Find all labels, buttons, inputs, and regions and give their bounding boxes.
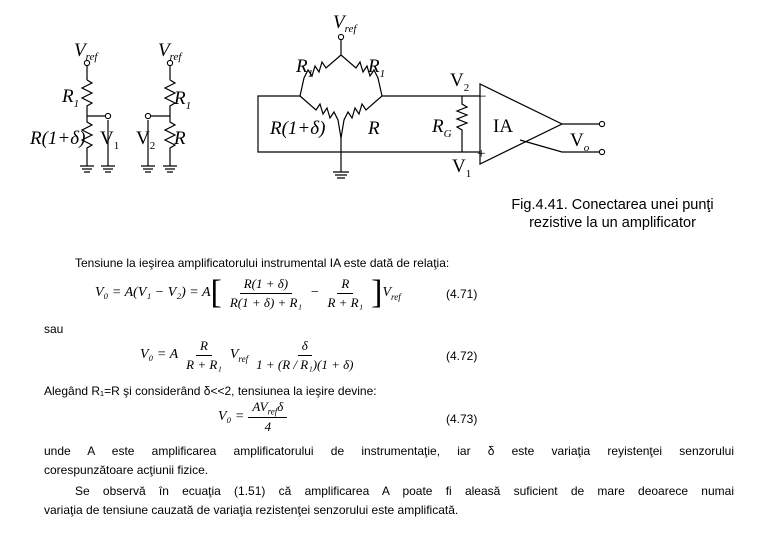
v1-label: $V_1$ — [452, 156, 472, 180]
eq472-frac1 — [182, 338, 226, 373]
plus-label: + — [477, 146, 486, 162]
equation-4-73 — [218, 398, 291, 436]
lc2-v2-terminal — [145, 113, 150, 118]
vo-label: $V_o$ — [570, 130, 590, 154]
lc2-v2-label: $V_2$ — [136, 128, 156, 152]
eq472-mid: $V_{ref}$ — [229, 346, 249, 364]
eq472-frac1-den: R + R₁ — [186, 356, 222, 372]
paragraph-observe-line1: Se observă în ecuaţia (1.51) că amplificarea A poate fi aleasă suficient de mare deoarece numai — [75, 484, 734, 498]
paragraph-where-line2: corespunzătoare acţiunii fizice. — [44, 463, 209, 477]
eq471-number: (4.71) — [446, 287, 478, 301]
eq472-frac1-num: R — [196, 338, 212, 356]
bridge-ground-wire — [333, 138, 349, 178]
lc2-vref-label: $V_{ref}$ — [158, 40, 182, 63]
circuit-figure — [0, 0, 780, 200]
paragraph-observe-line2: variaţia de tensiune cauzată de variaţia rezistenţei senzorului este amplificată. — [44, 503, 459, 517]
rg-resistor — [457, 96, 467, 152]
lc2-r1-label: $R_1$ — [174, 88, 192, 112]
vo-terminal-1 — [599, 121, 604, 126]
equation-4-72 — [140, 336, 362, 374]
eq471-lhs: V₀ = A(V₁ − V₂) = A — [95, 285, 211, 300]
v2-label: $V_2$ — [450, 70, 470, 94]
caption-line-2: rezistive la un amplificator — [529, 215, 696, 231]
lc2-ground — [163, 166, 177, 172]
paragraph-choosing: Alegând R₁=R şi considerând δ<<2, tensiunea la ieşire devine: — [44, 384, 377, 398]
eq472-frac2-den: 1 + (R / R₁)(1 + δ) — [256, 356, 354, 372]
caption-line-1: Fig.4.41. Conectarea unei punţi — [511, 197, 714, 213]
eq471-frac2 — [323, 276, 367, 311]
figure-caption — [470, 196, 755, 232]
eq472-frac2-num: δ — [298, 338, 312, 356]
word-sau: sau — [44, 322, 64, 336]
bridge-r1-right-label: $R_1$ — [368, 56, 386, 80]
paragraph-intro: Tensiune la ieşirea amplificatorului instrumental IA este dată de relaţia: — [75, 256, 450, 270]
eq471-minus: − — [310, 285, 320, 300]
minus-label: − — [478, 89, 487, 105]
lc2-r-label: R — [174, 128, 186, 149]
eq471-frac2-den: R + R₁ — [327, 294, 364, 310]
lc1-ground — [80, 166, 94, 172]
eq471-bracket-right: ] — [371, 274, 383, 311]
eq472-frac2 — [252, 338, 357, 373]
bridge-vref-terminal — [338, 34, 343, 39]
eq473-frac — [248, 399, 287, 436]
lc1-v1-label: $V_1$ — [100, 128, 120, 152]
eq472-number: (4.72) — [446, 349, 478, 363]
eq473-frac-num: $AV_{ref}\delta$ — [248, 399, 287, 419]
eq473-number: (4.73) — [446, 412, 478, 426]
lc1-sensor-label: R(1+δ) — [30, 128, 86, 149]
eq473-lhs: V₀ = — [218, 409, 245, 424]
paragraph-where-line1: unde A este amplificarea amplificatorului de instrumentaţie, iar δ este variaţia reyistenţei senzorului — [44, 444, 734, 458]
ia-label: IA — [493, 116, 514, 137]
eq471-tail: $V_{ref}$ — [382, 284, 401, 302]
eq471-frac1 — [226, 276, 306, 311]
bridge-r-label: R — [368, 118, 380, 139]
bridge-sensor-label: R(1+δ) — [270, 118, 326, 139]
eq473-frac-den: 4 — [264, 419, 272, 435]
eq471-frac2-num: R — [337, 276, 353, 294]
bridge-r1-left-label: $R_1$ — [296, 56, 314, 80]
lc1-v1-terminal — [105, 113, 110, 118]
eq471-frac1-den: R(1 + δ) + R₁ — [229, 294, 303, 310]
vo-terminal-2 — [599, 149, 604, 154]
lc1-r1-label: $R_1$ — [62, 86, 80, 110]
bridge-vref-label: $V_{ref}$ — [333, 12, 357, 35]
eq472-lhs: V₀ = A — [140, 347, 179, 362]
lc1-resistor-r1 — [82, 80, 92, 116]
rg-label: $R_G$ — [432, 116, 452, 140]
eq471-frac1-num: R(1 + δ) — [240, 276, 292, 294]
lc1-vref-label: $V_{ref}$ — [74, 40, 98, 63]
equation-4-71 — [95, 274, 401, 312]
eq471-bracket-left: [ — [210, 274, 222, 311]
